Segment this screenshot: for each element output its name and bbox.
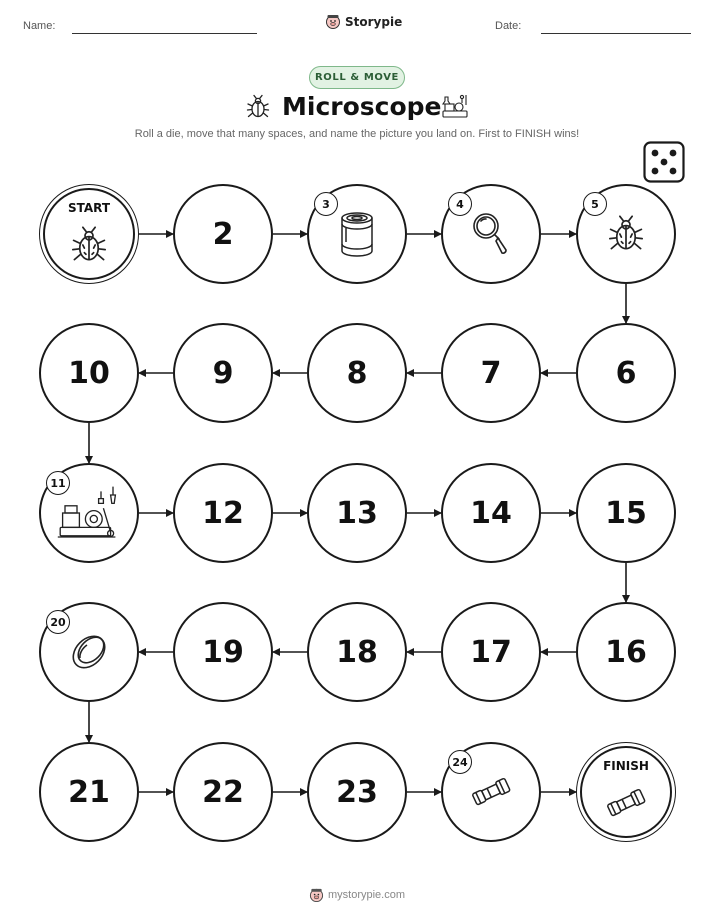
board-space-9 [173,323,273,423]
board-space-18 [307,602,407,702]
beetle-icon [606,213,646,255]
board-space-5 [576,184,676,284]
board-space-24 [441,742,541,842]
space-number-badge: 4 [448,192,472,216]
board-space-3 [307,184,407,284]
space-number-badge: 5 [583,192,607,216]
board-space-15 [576,463,676,563]
space-number: 17 [470,634,512,670]
board-space-4 [441,184,541,284]
space-number-badge: 3 [314,192,338,216]
space-number: 19 [202,634,244,670]
finish-label: FINISH [603,759,649,773]
board-space-22 [173,742,273,842]
category-badge: ROLL & MOVE [309,66,405,89]
petri-jar-icon [335,208,379,260]
board-space-12 [173,463,273,563]
space-number-badge: 11 [46,471,70,495]
beetle-icon [69,224,109,266]
eyepiece-icon [602,783,650,823]
space-number: 18 [336,634,378,670]
brand-name: Storypie [345,14,403,29]
space-number: 2 [212,216,234,252]
space-number: 14 [470,495,512,531]
space-number-badge: 20 [46,610,70,634]
board-space-7 [441,323,541,423]
footer [309,887,405,903]
footer-url[interactable]: mystorypie.com [328,889,406,901]
board-space-6 [576,323,676,423]
board-space-21 [39,742,139,842]
board-space-10 [39,323,139,423]
board-space-13 [307,463,407,563]
space-number: 13 [336,495,378,531]
instructions-text: Roll a die, move that many spaces, and name the picture you land on. First to FINISH wins! [134,128,580,140]
start-label: START [67,201,111,215]
board-space-23 [307,742,407,842]
space-number: 12 [202,495,244,531]
board-space-11 [39,463,139,563]
space-number: 7 [480,355,502,391]
board-space-17 [441,602,541,702]
board-space-19 [173,602,273,702]
magnifying-glass-icon [469,209,513,259]
pig-mascot-icon [309,887,324,903]
space-number: 15 [605,495,647,531]
space-number-badge: 24 [448,750,472,774]
space-number: 23 [336,774,378,810]
date-label: Date: [495,20,522,32]
eyepiece-icon [467,772,515,812]
space-number: 8 [346,355,368,391]
space-number: 10 [68,355,110,391]
space-number: 9 [212,355,234,391]
board-space-8 [307,323,407,423]
space-number: 6 [615,355,637,391]
board-space-1 [39,184,139,284]
space-number: 21 [68,774,110,810]
space-number: 16 [605,634,647,670]
board-space-25 [576,742,676,842]
lens-icon [65,628,113,676]
space-number: 22 [202,774,244,810]
board-space-2 [173,184,273,284]
board-space-14 [441,463,541,563]
page-title: Microscope [282,92,442,121]
board-space-16 [576,602,676,702]
board-space-20 [39,602,139,702]
name-label: Name: [23,20,56,32]
